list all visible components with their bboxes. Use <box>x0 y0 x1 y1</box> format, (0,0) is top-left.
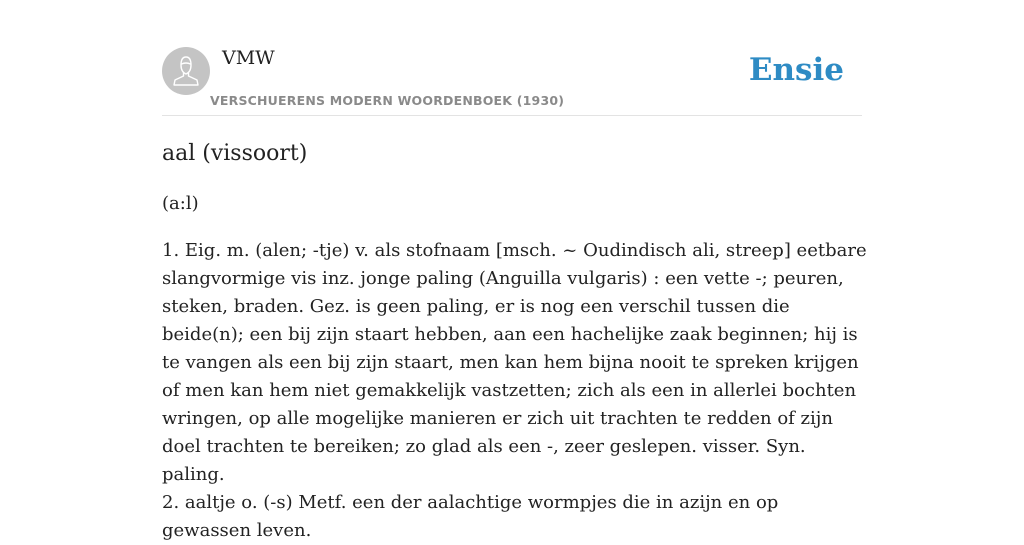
brand-logo[interactable]: Ensie <box>748 52 844 88</box>
entry-title: aal (vissoort) <box>162 141 308 166</box>
entry-definitions <box>162 237 867 545</box>
page-header <box>162 0 862 116</box>
user-silhouette-icon <box>162 47 210 95</box>
definition-2: 2. aaltje o. (-s) Metf. een der aalachtige wormpjes die in azijn en op gewassen leven. <box>162 492 779 541</box>
definition-1: 1. Eig. m. (alen; -tje) v. als stofnaam [msch. ~ Oudindisch ali, streep] eetbare slangvormige vis inz. jonge paling (Anguilla vulgaris) : een vette -; peuren, steken, braden. Gez. is geen paling, er is nog een verschil tussen die beide(n); een bij zijn staart hebben, aan een hachelijke zaak beginnen; hij is te vangen als een bij zijn staart, men kan hem bijna nooit te spreken krijgen of men kan hem niet gemakkelijk vastzetten; zich als een in allerlei bochten wringen, op alle mogelijke manieren er zich uit trachten te redden of zijn doel trachten te bereiken; zo glad als een -, zeer geslepen. visser. Syn. paling. <box>162 240 867 485</box>
author-avatar[interactable] <box>162 47 210 95</box>
entry-pronunciation: (a:l) <box>162 193 199 214</box>
entry-content <box>162 138 867 545</box>
source-title[interactable]: VERSCHUERENS MODERN WOORDENBOEK (1930) <box>210 93 565 108</box>
author-name[interactable]: VMW <box>222 47 275 69</box>
